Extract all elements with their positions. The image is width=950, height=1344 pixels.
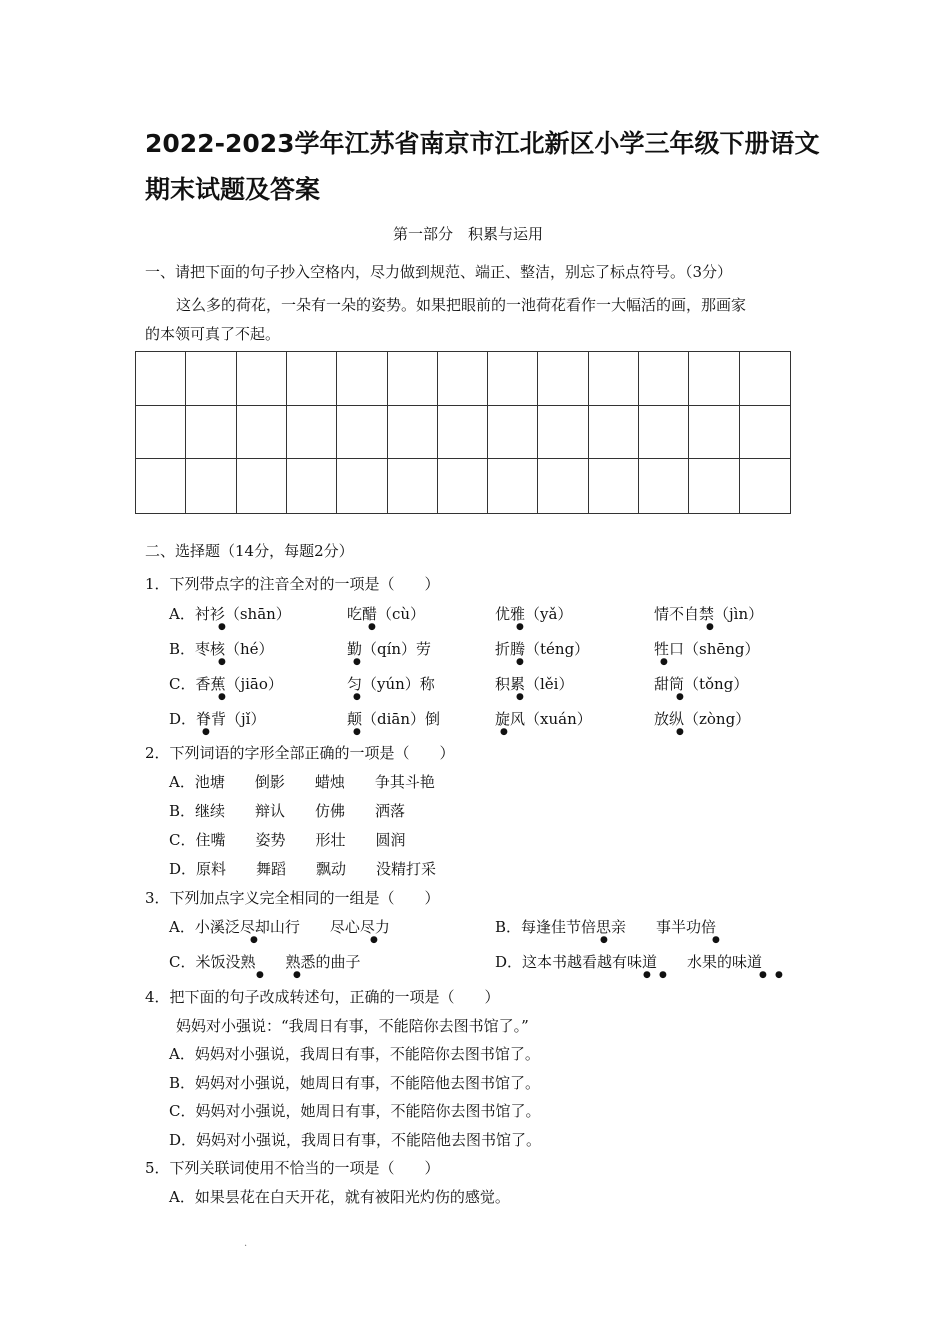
- emphasis-dot: ●: [370, 935, 378, 945]
- item1-d-2: 颠（diān）倒: [347, 710, 441, 728]
- emphasis-dot: ●: [659, 970, 667, 980]
- item1-b-4: 牲口（shēng）: [654, 640, 760, 658]
- item2-opt-d: D．原料 舞蹈 飘动 没精打采: [169, 860, 437, 878]
- emphasis-dot: ●: [500, 727, 508, 737]
- item1-stem: 1．下列带点字的注音全对的一项是（ ）: [145, 575, 440, 593]
- item1-a-3: 优雅（yǎ）: [495, 605, 573, 623]
- emphasis-dot: ●: [676, 692, 684, 702]
- emphasis-dot: ●: [676, 727, 684, 737]
- item1-d-4: 放纵（zòng）: [654, 710, 751, 728]
- item1-c-1: C．香蕉（jiāo）: [169, 675, 283, 693]
- item1-a-2: 吃醋（cù）: [347, 605, 426, 623]
- item4-opt-b: B．妈妈对小强说，她周日有事，不能陪他去图书馆了。: [169, 1074, 541, 1092]
- item5-opt-a: A．如果昙花在白天开花，就有被阳光灼伤的感觉。: [169, 1188, 510, 1206]
- item4-sentence: 妈妈对小强说：“我周日有事，不能陪你去图书馆了。”: [176, 1017, 529, 1035]
- emphasis-dot: ●: [660, 657, 668, 667]
- emphasis-dot: ●: [775, 970, 783, 980]
- item1-c-4: 甜筒（tǒng）: [654, 675, 749, 693]
- item3-opt-c: C．米饭没熟 熟悉的曲子: [169, 953, 361, 971]
- item4-opt-a: A．妈妈对小强说，我周日有事，不能陪你去图书馆了。: [169, 1045, 540, 1063]
- emphasis-dot: ●: [600, 935, 608, 945]
- emphasis-dot: ●: [516, 692, 524, 702]
- q1-passage-line1: 这么多的荷花，一朵有一朵的姿势。如果把眼前的一池荷花看作一大幅活的画，那画家: [176, 296, 747, 314]
- emphasis-dot: ●: [353, 692, 361, 702]
- item1-c-3: 积累（lěi）: [495, 675, 574, 693]
- q1-passage-line2: 的本领可真了不起。: [145, 325, 281, 343]
- emphasis-dot: ●: [759, 970, 767, 980]
- q2-heading: 二、选择题（14分，每题2分）: [145, 542, 354, 560]
- emphasis-dot: ●: [353, 657, 361, 667]
- emphasis-dot: ●: [516, 657, 524, 667]
- item1-b-1: B．枣核（hé）: [169, 640, 274, 658]
- item1-a-4: 情不自禁（jìn）: [654, 605, 764, 623]
- item3-opt-a: A．小溪泛尽却山行 尽心尽力: [169, 918, 390, 936]
- emphasis-dot: ●: [218, 657, 226, 667]
- item3-opt-b: B．每逢佳节倍思亲 事半功倍: [495, 918, 717, 936]
- q1-prompt: 一、请把下面的句子抄入空格内，尽力做到规范、端正、整洁，别忘了标点符号。（3分）: [145, 263, 733, 281]
- item1-c-2: 匀（yún）称: [347, 675, 435, 693]
- emphasis-dot: ●: [643, 970, 651, 980]
- item3-opt-d: D．这本书越看越有味道 水果的味道: [495, 953, 763, 971]
- emphasis-dot: ●: [368, 622, 376, 632]
- item4-stem: 4．把下面的句子改成转述句，正确的一项是（ ）: [145, 988, 500, 1006]
- emphasis-dot: ●: [712, 935, 720, 945]
- item1-d-1: D．脊背（jǐ）: [169, 710, 266, 728]
- emphasis-dot: ●: [202, 727, 210, 737]
- item1-b-2: 勤（qín）劳: [347, 640, 432, 658]
- emphasis-dot: ●: [218, 622, 226, 632]
- item2-opt-b: B．继续 辩认 仿佛 洒落: [169, 802, 406, 820]
- item2-opt-a: A．池塘 倒影 蜡烛 争其斗艳: [169, 773, 435, 791]
- emphasis-dot: ●: [256, 970, 264, 980]
- item4-opt-c: C．妈妈对小强说，她周日有事，不能陪你去图书馆了。: [169, 1102, 541, 1120]
- item1-b-3: 折腾（téng）: [495, 640, 590, 658]
- item2-stem: 2．下列词语的字形全部正确的一项是（ ）: [145, 744, 455, 762]
- emphasis-dot: ●: [706, 622, 714, 632]
- item5-stem: 5．下列关联词使用不恰当的一项是（ ）: [145, 1159, 440, 1177]
- emphasis-dot: ●: [293, 970, 301, 980]
- emphasis-dot: ●: [218, 692, 226, 702]
- item4-opt-d: D．妈妈对小强说，我周日有事，不能陪他去图书馆了。: [169, 1131, 542, 1149]
- page-title-line1: 2022-2023学年江苏省南京市江北新区小学三年级下册语文: [145, 129, 820, 158]
- item3-stem: 3．下列加点字义完全相同的一组是（ ）: [145, 889, 440, 907]
- item1-d-3: 旋风（xuán）: [495, 710, 592, 728]
- emphasis-dot: ●: [516, 622, 524, 632]
- part1-heading: 第一部分 积累与运用: [393, 225, 544, 243]
- emphasis-dot: ●: [250, 935, 258, 945]
- item1-a-1: A．衬衫（shān）: [169, 605, 291, 623]
- emphasis-dot: ●: [353, 727, 361, 737]
- footer-mark: .: [244, 1238, 248, 1249]
- item2-opt-c: C．住嘴 姿势 形壮 圆润: [169, 831, 406, 849]
- copy-grid[interactable]: [135, 351, 791, 514]
- page-title-line2: 期末试题及答案: [145, 175, 321, 204]
